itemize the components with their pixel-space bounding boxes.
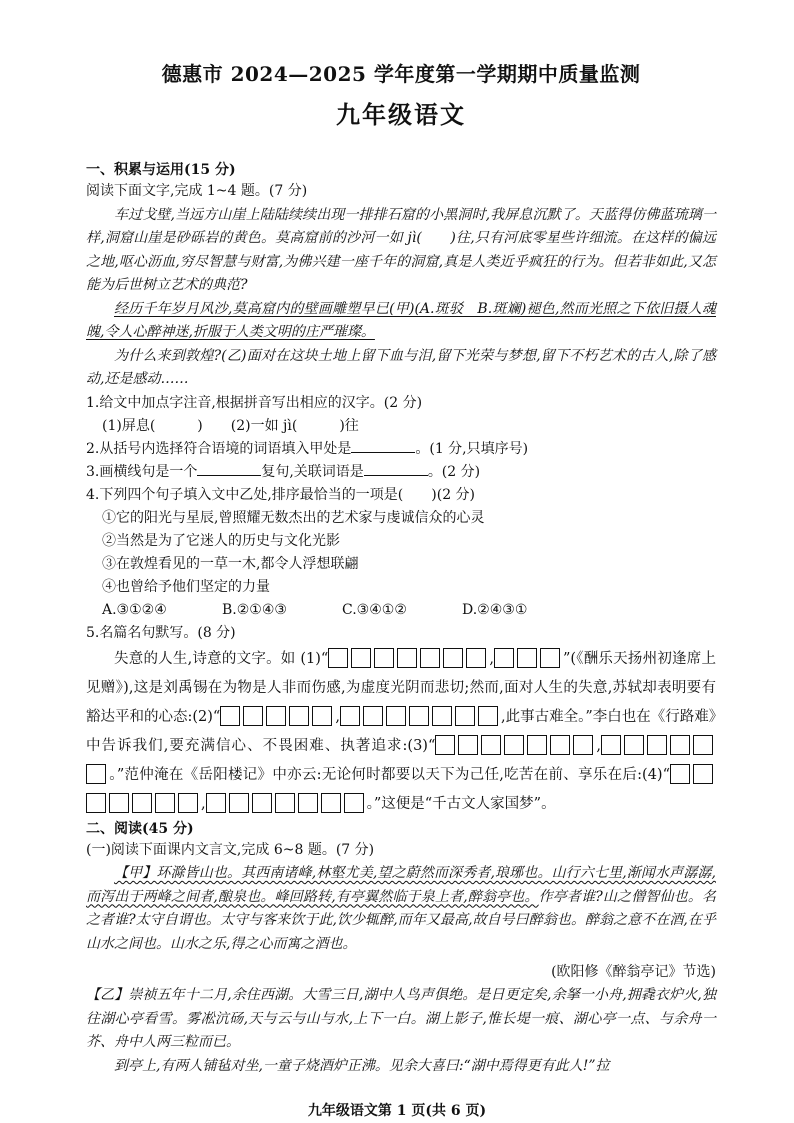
question-3: 3.画横线句是一个 复句,关联词语是 。(2 分) [86,461,716,484]
question-2: 2.从括号内选择符合语境的词语填入甲处是 。(1 分,只填序号) [86,438,716,461]
wavy-underlined-text: 【甲】环滁皆山也。其西南诸峰,林壑尤美,望之蔚然而深秀者,琅琊也。山行六七里,渐闻水声潺潺,而泻出于两峰之间者,酿泉也。峰回路转,有亭翼然临于泉上者,醉翁亭也。 [86,865,716,905]
answer-box[interactable] [458,735,478,755]
option-a[interactable]: A.③①②④ [102,601,167,618]
dictation-passage: 失意的人生,诗意的文字。如 (1)“ , ”(《酬乐天扬州初逢席上见赠》),这是刘禹锡在为物是人非而伤感,为虚度光阴而悲切;然而,面对人生的失意,苏轼却表明要有豁达平和的心态:(2)“ , ,此事古难全。”李白也在《行路难》中告诉我们,要充满信心、不畏困难、执著追求:(3)“ ,。”范仲淹在《岳阳楼记》中亦云:无论何时都要以天下为己任,吃苦在前、享乐在后:(4)“, 。”这便是“千古文人家国梦”。 [86,645,716,819]
answer-box[interactable] [647,735,667,755]
answer-box[interactable] [435,735,455,755]
question-4-options [86,599,716,622]
answer-box[interactable] [229,793,249,813]
answer-box[interactable] [351,648,371,668]
option-b[interactable]: B.②①④③ [222,601,287,618]
answer-box[interactable] [455,706,475,726]
answer-box[interactable] [243,706,263,726]
question-4-item: ①它的阳光与星辰,曾照耀无数杰出的艺术家与虔诚信众的心灵 [102,509,485,526]
question-5: 5.名篇名句默写。(8 分) [86,624,236,641]
answer-box-row[interactable] [328,651,489,667]
answer-box-row[interactable] [340,709,501,725]
classical-text-jia-source: (欧阳修《醉翁亭记》节选) [551,964,716,980]
answer-box-row[interactable] [494,651,563,667]
answer-box[interactable] [573,735,593,755]
answer-box[interactable] [86,764,106,784]
answer-box[interactable] [409,706,429,726]
answer-box[interactable] [466,648,486,668]
option-d[interactable]: D.②④③① [462,601,528,618]
answer-box[interactable] [624,735,644,755]
answer-box[interactable] [374,648,394,668]
answer-box[interactable] [340,706,360,726]
answer-box[interactable] [693,735,713,755]
answer-box-row[interactable] [435,738,596,754]
answer-box[interactable] [478,706,498,726]
answer-box[interactable] [266,706,286,726]
exam-title: 德惠市 2024—2025 学年度第一学期期中质量监测 [161,62,641,86]
passage-paragraph-3: 为什么来到敦煌?(乙)面对在这块土地上留下血与泪,留下光荣与梦想,留下不朽艺术的古人,除了感动,还是感动…… [86,347,716,387]
section-2-instruction: (一)阅读下面课内文言文,完成 6~8 题。(7 分) [86,841,375,858]
option-c[interactable]: C.③④①② [342,601,407,618]
answer-box[interactable] [220,706,240,726]
answer-box[interactable] [550,735,570,755]
answer-box[interactable] [420,648,440,668]
answer-box[interactable] [601,735,621,755]
question-4-item: ③在敦煌看见的一草一木,都令人浮想联翩 [102,555,359,572]
exam-page [86,58,716,1078]
answer-box[interactable] [504,735,524,755]
answer-box[interactable] [432,706,452,726]
section-1-heading: 一、积累与运用(15 分) [86,162,236,178]
answer-box[interactable] [206,793,226,813]
passage-paragraph-1: 车过戈壁,当远方山崖上陆陆续续出现一排排石窟的小黑洞时,我屏息沉默了。天蓝得仿佛蓝琉璃一样,洞窟山崖是砂砾岩的黄色。莫高窟前的沙河一如 jì( )往,只有河底零星些许细流。在这样的偏远之地,呕心沥血,穷尽智慧与财富,为佛兴建一座千年的洞窟,真是人类近乎疯狂的行为。但若非如此,又怎能为后世树立艺术的典范? [86,206,716,293]
answer-box[interactable] [312,706,332,726]
answer-box[interactable] [252,793,272,813]
answer-box[interactable] [670,735,690,755]
answer-box[interactable] [494,648,514,668]
answer-box[interactable] [481,735,501,755]
answer-box[interactable] [86,793,106,813]
question-1: 1.给文中加点字注音,根据拼音写出相应的汉字。(2 分) [86,394,423,411]
passage-paragraph-2-underlined: 经历千年岁月风沙,莫高窟内的壁画雕塑早已(甲)(A.斑驳 B.斑斓)褪色,然而光照之下依旧摄人魂魄,令人心醉神迷,折服于人类文明的庄严璀璨。 [86,300,716,340]
answer-box[interactable] [517,648,537,668]
answer-box[interactable] [298,793,318,813]
answer-box-row[interactable] [206,796,367,812]
question-1-items: (1)屏息( ) (2)一如 jì( )往 [102,417,359,434]
answer-box[interactable] [443,648,463,668]
page-footer: 九年级语文第 1 页(共 6 页) [307,1103,487,1119]
classical-text-yi-paragraph-2: 到亭上,有两人铺毡对坐,一童子烧酒炉正沸。见余大喜曰:“湖中焉得更有此人!”拉 [114,1057,610,1074]
answer-box[interactable] [670,764,690,784]
answer-box[interactable] [540,648,560,668]
answer-box[interactable] [386,706,406,726]
section-2-heading: 二、阅读(45 分) [86,820,194,837]
answer-box[interactable] [132,793,152,813]
question-4-item: ②当然是为了它迷人的历史与文化光影 [102,532,340,549]
question-4: 4.下列四个句子填入文中乙处,排序最恰当的一项是( )(2 分) [86,486,476,503]
answer-box[interactable] [155,793,175,813]
exam-subject: 九年级语文 [336,100,466,129]
answer-box[interactable] [693,764,713,784]
answer-blank[interactable] [364,461,428,476]
answer-blank[interactable] [197,461,261,476]
answer-box[interactable] [178,793,198,813]
answer-box[interactable] [275,793,295,813]
answer-box[interactable] [109,793,129,813]
question-4-item: ④也曾给予他们坚定的力量 [102,578,270,595]
answer-box[interactable] [344,793,364,813]
answer-box[interactable] [527,735,547,755]
answer-blank[interactable] [351,438,415,453]
answer-box[interactable] [397,648,417,668]
answer-box[interactable] [289,706,309,726]
answer-box-row[interactable] [220,709,335,725]
answer-box[interactable] [328,648,348,668]
answer-box[interactable] [363,706,383,726]
classical-text-yi-paragraph-1: 【乙】崇祯五年十二月,余住西湖。大雪三日,湖中人鸟声俱绝。是日更定矣,余拏一小舟,拥毳衣炉火,独往湖心亭看雪。雾凇沆砀,天与云与山与水,上下一白。湖上影子,惟长堤一痕、湖心亭一点、与余舟一芥、舟中人两三粒而已。 [86,987,716,1050]
classical-text-jia: 【甲】环滁皆山也。其西南诸峰,林壑尤美,望之蔚然而深秀者,琅琊也。山行六七里,渐闻水声潺潺,而泻出于两峰之间者,酿泉也。峰回路转,有亭翼然临于泉上者,醉翁亭也。作亭者谁?山之僧智仙也。名之者谁?太守自谓也。太守与客来饮于此,饮少辄醉,而年又最高,故自号曰醉翁也。醉翁之意不在酒,在乎山水之间也。山水之乐,得之心而寓之酒也。 [86,865,716,952]
answer-box[interactable] [321,793,341,813]
section-1-instruction: 阅读下面文字,完成 1~4 题。(7 分) [86,183,308,199]
